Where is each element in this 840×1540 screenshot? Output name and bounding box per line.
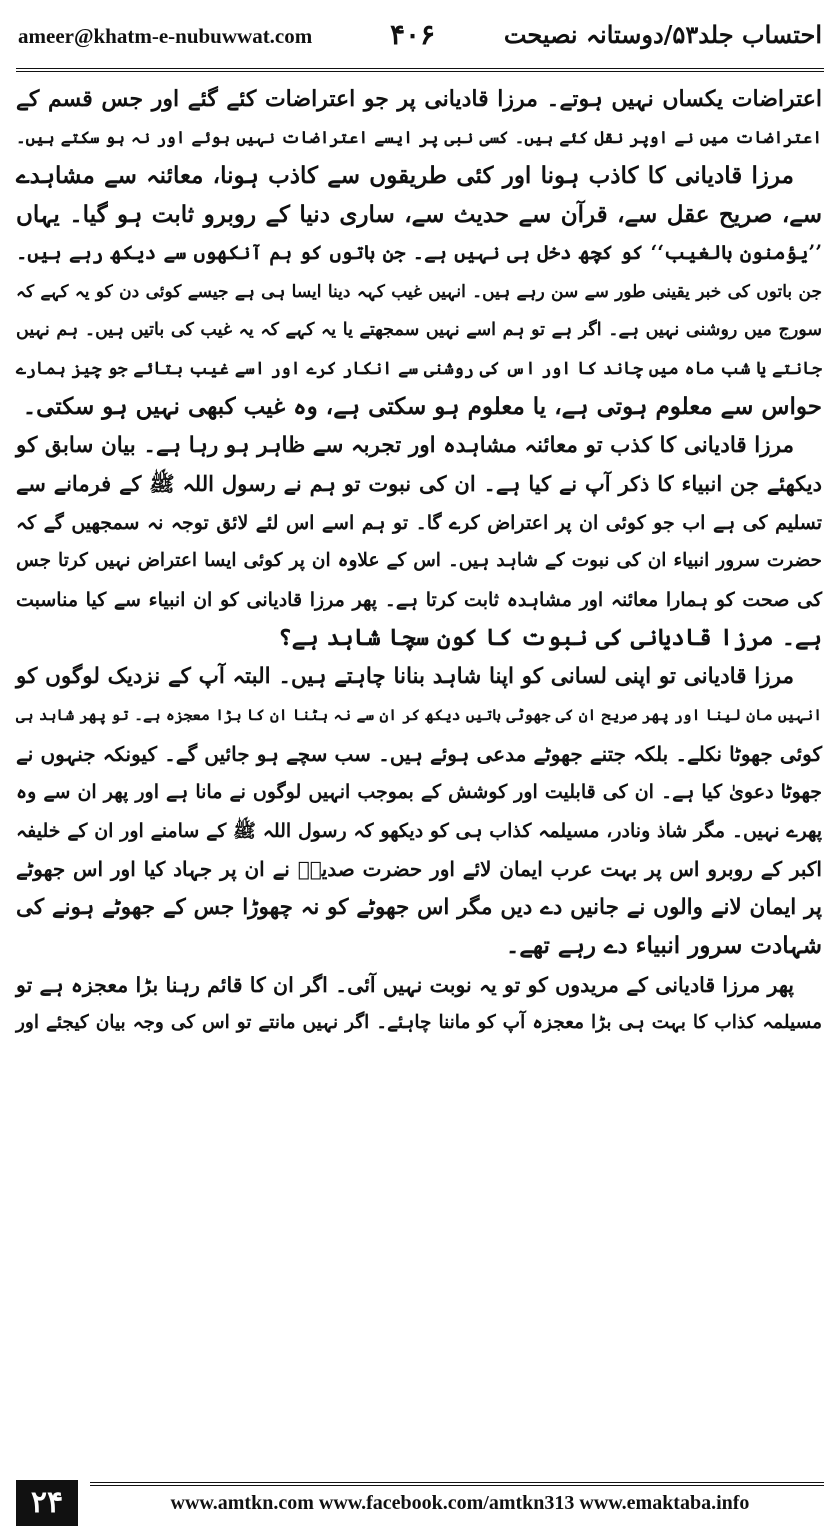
text-line: اکبر کے روبرو اس پر بہت عرب ایمان لائے اور حضرت صدیقؓ نے ان پر جہاد کیا اور اس جھوٹے (16, 857, 822, 881)
footer-urls: www.amtkn.com www.facebook.com/amtkn313 www.emaktaba.info (170, 1492, 750, 1514)
text-line: جھوٹا دعویٰ کیا ہے۔ ان کی قابلیت اور کوشش کے بموجب انہیں لوگوں نے مانا ہے اور پھر ان سے وہ (16, 781, 822, 803)
text-line: جانتے یا شب ماہ میں چاند کا اور اس کی روشنی سے انکار کرے اور اسے غیب بتائے جو چیز ہمارے (16, 358, 822, 379)
text-line: اعتراضات میں نے اوپر نقل کئے ہیں۔ کسی نبی پر ایسے اعتراضات نہیں ہوئے اور نہ ہو سکتے ہیں۔ (16, 127, 822, 147)
text-line: پھرے نہیں۔ مگر شاذ ونادر، مسیلمہ کذاب ہی کو دیکھو کہ رسول اللہ ﷺ کے سامنے اور ان کے خلیفہ (16, 819, 822, 842)
header-email: ameer@khatm-e-nubuwwat.com (18, 24, 313, 48)
running-title: احتساب جلد۵۳/دوستانہ نصیحت (503, 20, 822, 49)
text-line: دیکھئے جن انبیاء کا ذکر آپ نے کیا ہے۔ ان کی نبوت تو ہم نے رسول اللہ ﷺ کے فرمانے سے (16, 471, 822, 496)
text-line: ہے۔ مرزا قادیانی کی نبوت کا کون سچا شاہد ہے؟ (278, 624, 822, 651)
text-line: ’’یؤمنون بالغیب‘‘ کو کچھ دخل ہی نہیں ہے۔ جن باتوں کو ہم آنکھوں سے دیکھ رہے ہیں۔ (16, 241, 822, 264)
page-footer (16, 1480, 824, 1526)
page-number: ۴۰۶ (390, 18, 436, 51)
text-line: حضرت سرور انبیاء ان کی نبوت کے شاہد ہیں۔ اس کے علاوہ ان پر کوئی ایسا اعتراض نہیں کرتا جس (16, 550, 822, 571)
body-text (16, 80, 822, 1460)
text-line: تسلیم کی ہے اب جو کوئی ان پر اعتراض کرے گا۔ تو ہم اسے اس لئے لائق توجہ نہ سمجھیں گے کہ (16, 511, 822, 534)
text-line: اعتراضات یکساں نہیں ہوتے۔ مرزا قادیانی پر جو اعتراضات کئے گئے اور جس قسم کے (16, 86, 822, 112)
page-header (18, 14, 822, 64)
text-line: پھر مرزا قادیانی کے مریدوں کو تو یہ نوبت نہیں آئی۔ اگر ان کا قائم رہنا بڑا معجزہ ہے تو (16, 972, 794, 997)
text-line: جن باتوں کی خبر یقینی طور سے سن رہے ہیں۔ انہیں غیب کہہ دینا ایسا ہی ہے جیسے کوئی دن کو یہ کہے کہ (16, 281, 822, 302)
header-rule (16, 68, 824, 72)
folio-number: ۲۴ (16, 1480, 78, 1526)
text-line: سورج میں روشنی نہیں ہے۔ اگر ہے تو ہم اسے نہیں سمجھتے یا یہ کہے کہ یہ غیب کی باتیں ہیں۔ ہم نہیں (16, 320, 822, 340)
text-line: سے، صریح عقل سے، قرآن سے حدیث سے، ساری دنیا کے روبرو ثابت ہو گیا۔ یہاں (16, 200, 822, 228)
text-line: مسیلمہ کذاب کا بہت ہی بڑا معجزہ آپ کو ماننا چاہئے۔ اگر نہیں مانتے تو اس کی وجہ بیان کیجئے اور (16, 1012, 822, 1033)
text-line: کوئی جھوٹا نکلے۔ بلکہ جتنے جھوٹے مدعی ہوئے ہیں۔ سب سچے ہو جائیں گے۔ کیونکہ جنہوں نے (16, 741, 822, 766)
text-line: کی صحت کو ہمارا معائنہ اور مشاہدہ ثابت کرتا ہے۔ پھر مرزا قادیانی کو ان انبیاء سے کیا مناسبت (16, 588, 822, 611)
text-line: مرزا قادیانی کا کذب تو معائنہ مشاہدہ اور تجربہ سے ظاہر ہو رہا ہے۔ بیان سابق کو (16, 432, 794, 458)
text-line: انہیں مان لینا اور پھر صریح ان کی جھوٹی باتیں دیکھ کر ان سے نہ ہٹنا ان کا بڑا معجزہ ہے۔ تو پھر شاہد ہی (16, 706, 822, 724)
text-line: مرزا قادیانی کا کاذب ہونا اور کئی طریقوں سے کاذب ہونا، معائنہ سے مشاہدے (16, 162, 794, 189)
footer-rule (90, 1482, 824, 1486)
text-line: شہادت سرور انبیاء دے رہے تھے۔ (505, 932, 822, 959)
text-line: پر ایمان لانے والوں نے جانیں دے دیں مگر اس جھوٹے کو نہ چھوڑا جس کے جھوٹے ہونے کی (16, 894, 822, 920)
text-line: مرزا قادیانی تو اپنی لسانی کو اپنا شاہد بنانا چاہتے ہیں۔ البتہ آپ کے نزدیک لوگوں کو (16, 663, 794, 689)
text-line: حواس سے معلوم ہوتی ہے، یا معلوم ہو سکتی ہے، وہ غیب کبھی نہیں ہو سکتی۔ (22, 393, 822, 420)
